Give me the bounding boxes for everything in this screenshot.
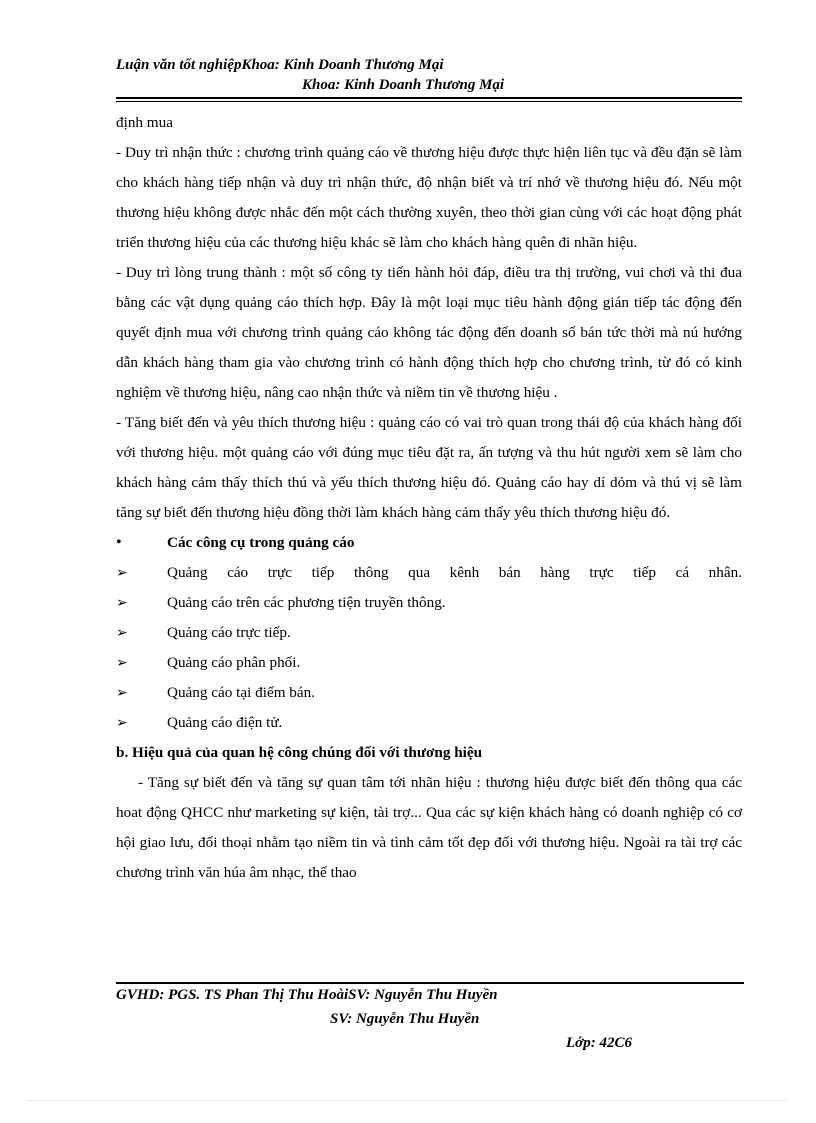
arrow-bullet-icon: ➢ — [116, 655, 128, 671]
list-item-text: Quảng cáo tại điểm bán. — [167, 684, 316, 701]
paragraph-pr-awareness: - Tăng sự biết đến và tăng sự quan tâm tới nhãn hiệu : thương hiệu được biết đến thông qua các hoat động QHCC như marketing sự kiện, tài trợ... Qua các sự kiện khách hàng có doanh nghiệp có cơ hội giao lưu, đối thoại nhằm tạo niềm tin và tình cảm tốt đẹp đối với thương hiệu. Ngoài ra tài trợ các chương trình văn húa âm nhạc, thể thao — [116, 774, 742, 881]
header-rule — [116, 97, 742, 99]
header-faculty-line: Khoa: Kinh Doanh Thương Mại — [302, 77, 505, 93]
list-item — [116, 618, 742, 648]
footer-student-line: SV: Nguyễn Thu Huyền — [330, 1011, 480, 1027]
section-heading-b: b. Hiệu quả của quan hệ công chúng đối với thương hiệu — [116, 744, 483, 761]
list-item-text: Quảng cáo trực tiếp thông qua kênh bán hàng trực tiếp cá nhân. — [167, 564, 742, 581]
arrow-bullet-icon: ➢ — [116, 565, 128, 581]
tools-heading: Các công cụ trong quảng cáo — [167, 534, 355, 551]
footer-advisor-line: GVHD: PGS. TS Phan Thị Thu HoàiSV: Nguyễn Thu Huyền — [116, 987, 498, 1003]
list-item-text: Quảng cáo trực tiếp. — [167, 624, 291, 641]
paragraph-continuation: định mua — [116, 114, 173, 131]
footer-class-line: Lớp: 42C6 — [566, 1035, 632, 1051]
list-item-text: Quảng cáo điện tử. — [167, 714, 283, 731]
list-item — [116, 708, 742, 738]
arrow-bullet-icon: ➢ — [116, 625, 128, 641]
arrow-bullet-icon: ➢ — [116, 595, 128, 611]
footer-rule — [116, 982, 744, 984]
header-rule-thin — [116, 101, 742, 102]
tools-heading-row — [116, 528, 742, 558]
paragraph-maintain-awareness: - Duy trì nhận thức : chương trình quảng cáo về thương hiệu được thực hiện liên tục và đều đặn sẽ làm cho khách hàng tiếp nhận và duy trì nhận thức, độ nhận biết và trí nhớ về thương hiệu đó. Nếu một thương hiệu không được nhắc đến một cách thường xuyên, theo thời gian cùng với các hoạt động phát triển thương hiệu của các thương hiệu khác sẽ làm cho khách hàng quên đi nhãn hiệu. — [116, 144, 742, 251]
list-item — [116, 558, 742, 588]
header-title-line: Luận văn tốt nghiệpKhoa: Kinh Doanh Thương Mại — [116, 57, 444, 73]
list-item-text: Quảng cáo trên các phương tiện truyền thông. — [167, 594, 446, 611]
bullet-icon: • — [116, 534, 122, 551]
list-item — [116, 678, 742, 708]
list-item — [116, 588, 742, 618]
arrow-bullet-icon: ➢ — [116, 715, 128, 731]
arrow-bullet-icon: ➢ — [116, 685, 128, 701]
paragraph-maintain-loyalty: - Duy trì lòng trung thành : một số công ty tiến hành hỏi đáp, điều tra thị trường, vui chơi và thi đua bằng các vật dụng quảng cáo thích hợp. Đây là một loại mục tiêu hành động gián tiếp tác động đến quyết định mua với chương trình quảng cáo không tác động đến doanh số bán tức thời mà nú hướng dẫn khách hàng tham gia vào chương trình có hành động thích hợp cho chương trình, từ đó có kinh nghiệm về thương hiệu, nâng cao nhận thức và niềm tin về thương hiệu . — [116, 264, 742, 401]
list-item-text: Quảng cáo phân phối. — [167, 654, 301, 671]
page-edge-divider — [28, 1100, 788, 1101]
paragraph-increase-awareness: - Tăng biết đến và yêu thích thương hiệu : quảng cáo có vai trò quan trong thái độ của khách hàng đối với thương hiệu. một quảng cáo với đúng mục tiêu đặt ra, ấn tượng và thu hút người xem sẽ làm cho khách hàng cảm thấy thích thú và yếu thích thương hiệu đó. Quảng cáo hay dí dỏm và thú vị sẽ làm tăng sự biết đến thương hiệu đồng thời làm khách hàng cảm thấy yêu thích thương hiệu đó. — [116, 414, 742, 521]
list-item — [116, 648, 742, 678]
page-body — [116, 108, 742, 888]
